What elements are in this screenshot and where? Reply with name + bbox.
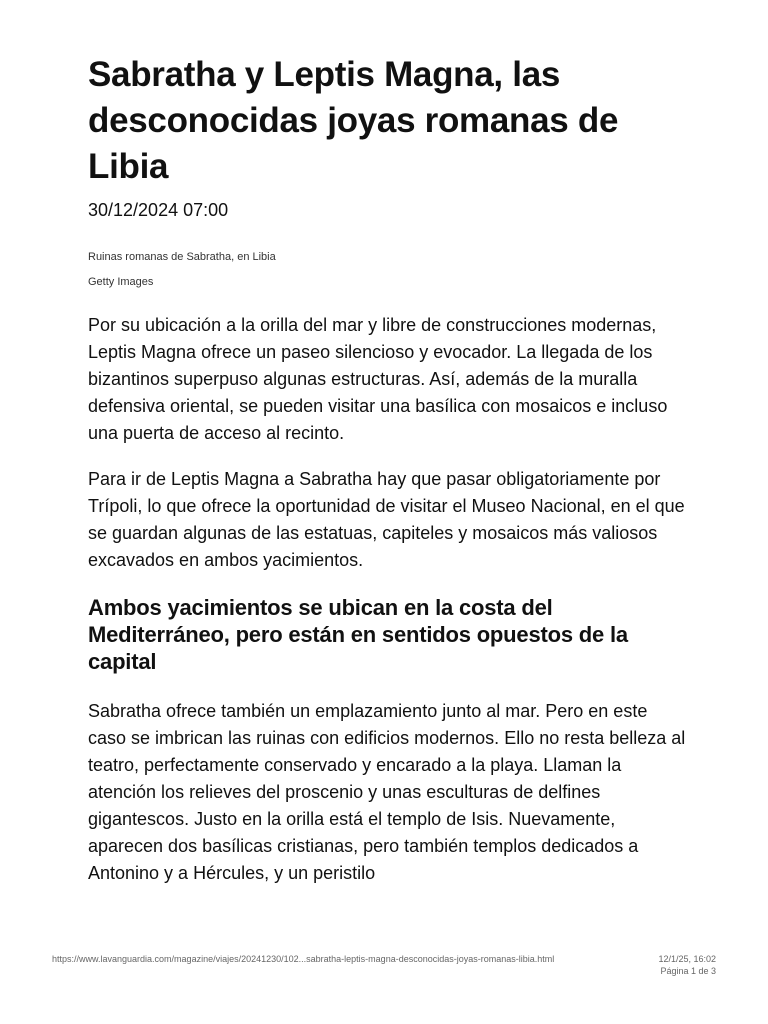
footer-page-number: Página 1 de 3 xyxy=(660,966,716,976)
paragraph-3: Sabratha ofrece también un emplazamiento junto al mar. Pero en este caso se imbrican las ruinas con edificios modernos. Ello no resta belleza al teatro, perfectamente conservado y encarado a la playa. Llaman la atención los relieves del proscenio y unas esculturas de delfines gigantescos. Justo en la orilla está el templo de Isis. Nuevamente, aparecen dos basílicas cristianas, pero también templos dedicados a Antonino y a Hércules, y un peristilo xyxy=(88,701,686,883)
article-title: Sabratha y Leptis Magna, las desconocidas joyas romanas de Libia xyxy=(88,55,619,186)
image-credit: Getty Images xyxy=(88,276,154,288)
paragraph-2: Para ir de Leptis Magna a Sabratha hay que pasar obligatoriamente por Trípoli, lo que ofrece la oportunidad de visitar el Museo Nacional, en el que se guardan algunas de las estatuas, capiteles y mosaicos más valiosos excavados en ambos yacimientos. xyxy=(88,469,685,570)
paragraph-1: Por su ubicación a la orilla del mar y libre de construcciones modernas, Leptis Magna ofrece un paseo silencioso y evocador. La llegada de los bizantinos superpuso algunas estructuras. Así, además de la muralla defensiva oriental, se pueden visitar una basílica con mosaicos e incluso una puerta de acceso al recinto. xyxy=(88,315,668,443)
article xyxy=(88,52,688,887)
footer-timestamp: 12/1/25, 16:02 xyxy=(658,954,716,964)
section-heading: Ambos yacimientos se ubican en la costa del Mediterráneo, pero están en sentidos opuestos de la capital xyxy=(88,595,628,674)
footer-meta xyxy=(658,953,716,977)
publish-date: 30/12/2024 07:00 xyxy=(88,200,229,220)
image-caption: Ruinas romanas de Sabratha, en Libia xyxy=(88,251,276,263)
footer-url: https://www.lavanguardia.com/magazine/viajes/20241230/102...sabratha-leptis-magna-desconocidas-joyas-romanas-libia.html xyxy=(52,954,555,964)
